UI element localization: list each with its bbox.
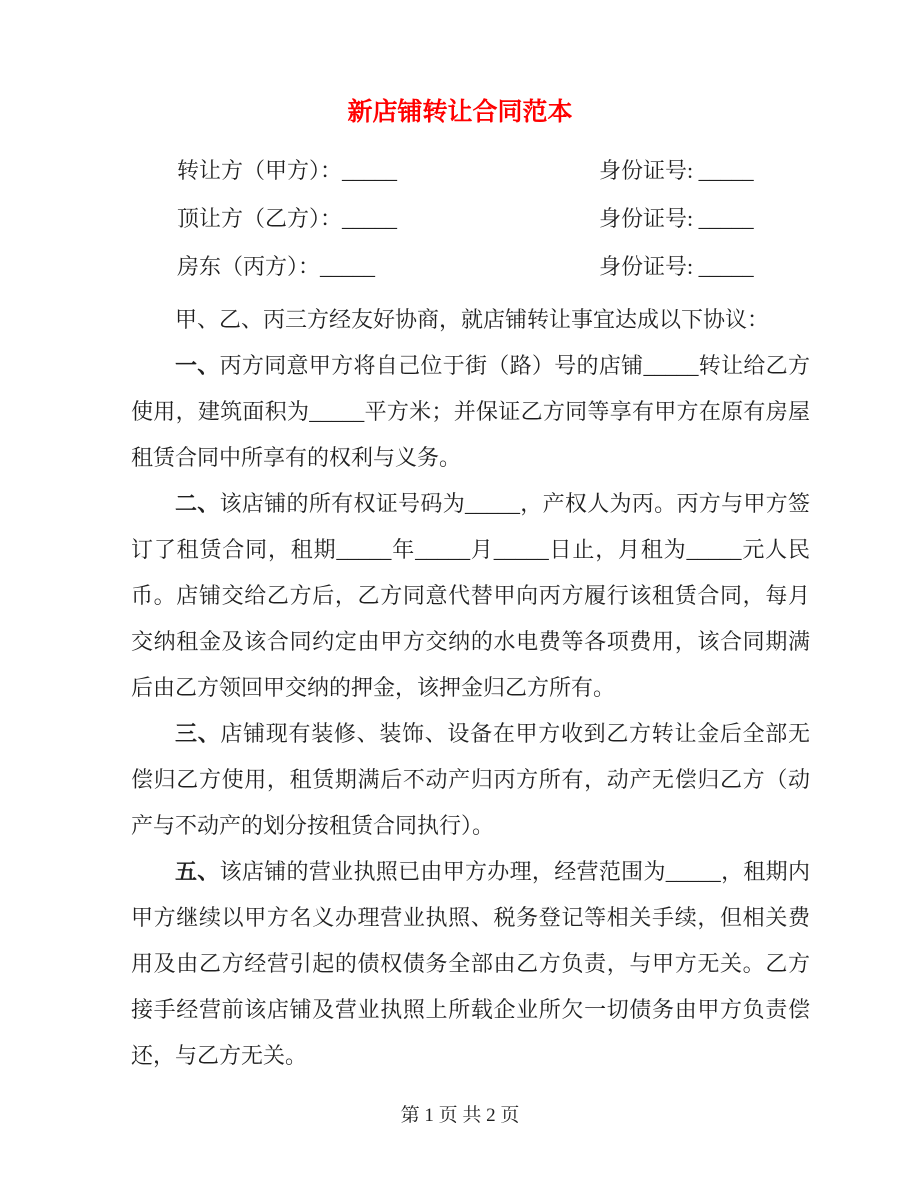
contract-body [131, 297, 810, 1079]
party-name-blank: _____ [342, 158, 398, 183]
party-label-yifang [177, 195, 599, 243]
clause-2-text: 该店铺的所有权证号码为_____，产权人为丙。丙方与甲方签订了租赁合同，租期_____年_____月_____日止，月租为_____元人民币。店铺交给乙方后，乙方同意代替甲向丙方履行该租赁合同，每月交纳租金及该合同约定由甲方交纳的水电费等各项费用，该合同期满后由乙方领回甲交纳的押金，该押金归乙方所有。 [131, 491, 810, 700]
clause-1 [131, 343, 810, 481]
party-label-jiafang [177, 147, 599, 195]
clause-1-number: 一、 [175, 353, 220, 378]
id-label: 身份证号: [599, 254, 699, 279]
clause-3-number: 三、 [175, 721, 221, 746]
clause-1-text: 丙方同意甲方将自己位于街（路）号的店铺_____转让给乙方使用，建筑面积为_____平方米；并保证乙方同等享有甲方在原有房屋租赁合同中所享有的权利与义务。 [131, 353, 810, 470]
party-name-blank: _____ [320, 254, 376, 279]
party-row-yifang [131, 195, 808, 243]
clause-5-number: 五、 [175, 859, 220, 884]
clause-5 [131, 849, 810, 1079]
clause-2 [131, 481, 810, 711]
party-id-bingfang [599, 243, 754, 291]
party-label-bingfang [177, 243, 599, 291]
party-label: 房东（丙方）： [177, 254, 321, 279]
clause-5-text: 该店铺的营业执照已由甲方办理，经营范围为_____，租期内甲方继续以甲方名义办理营业执照、税务登记等相关手续，但相关费用及由乙方经营引起的债权债务全部由乙方负责，与甲方无关。乙方接手经营前该店铺及营业执照上所载企业所欠一切债务由甲方负责偿还，与乙方无关。 [131, 859, 810, 1068]
id-label: 身份证号: [599, 206, 699, 231]
party-label: 转让方（甲方）： [177, 158, 343, 183]
clause-2-number: 二、 [175, 491, 220, 516]
party-id-jiafang [599, 147, 754, 195]
id-blank: _____ [698, 254, 754, 279]
id-blank: _____ [698, 206, 754, 231]
page-number-footer: 第 1 页 共 2 页 [400, 1105, 520, 1126]
party-row-bingfang [131, 243, 808, 291]
intro-paragraph: 甲、乙、丙三方经友好协商，就店铺转让事宜达成以下协议： [175, 307, 770, 332]
party-name-blank: _____ [342, 206, 398, 231]
page-title: 新店铺转让合同范本 [347, 99, 573, 126]
id-label: 身份证号: [599, 158, 699, 183]
party-row-jiafang [131, 147, 808, 195]
party-id-yifang [599, 195, 754, 243]
id-blank: _____ [698, 158, 754, 183]
clause-3 [131, 711, 810, 849]
clause-3-text: 店铺现有装修、装饰、设备在甲方收到乙方转让金后全部无偿归乙方使用，租赁期满后不动产归丙方所有，动产无偿归乙方（动产与不动产的划分按租赁合同执行）。 [131, 721, 810, 838]
parties-section [131, 147, 808, 291]
party-label: 顶让方（乙方）： [177, 206, 343, 231]
